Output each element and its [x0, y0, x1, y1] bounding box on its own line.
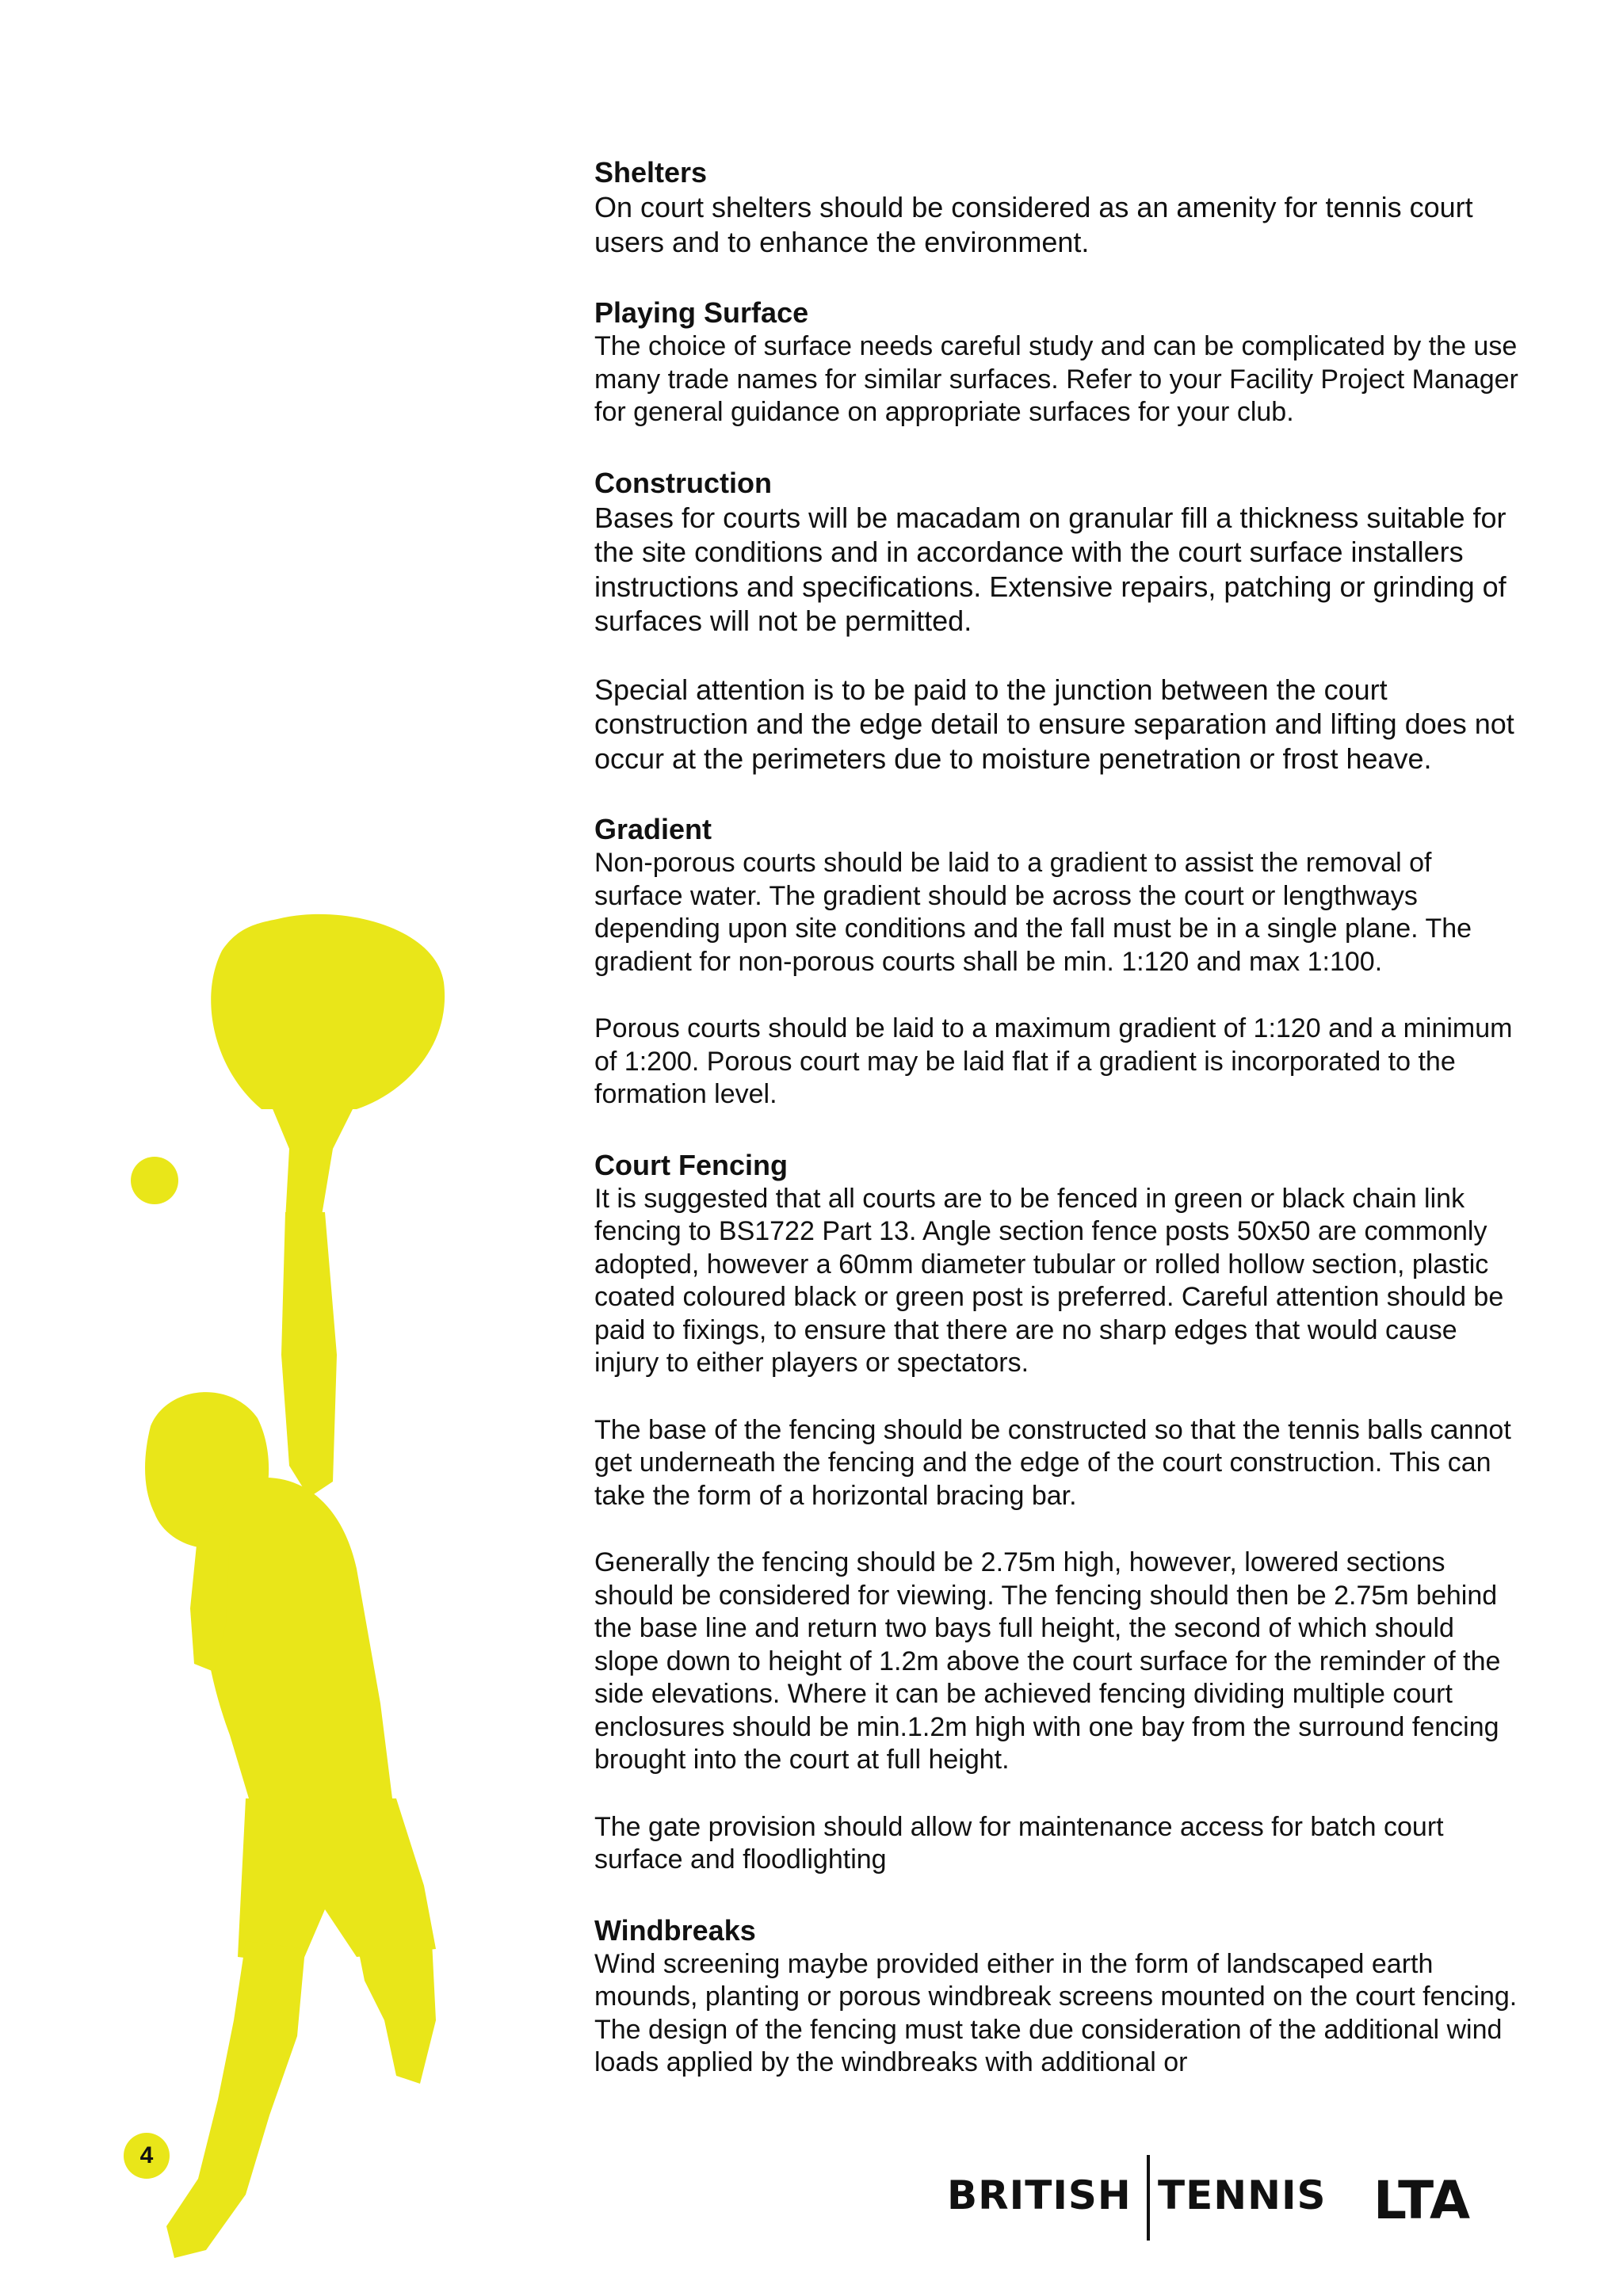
section-paragraph: It is suggested that all courts are to be fenced in green or black chain link fencing to BS1722 Part 13. Angle section fence posts 50x50 are commonly adopted, however a 60mm diameter tubular or rolled hollow section, plastic coated coloured black or green post is preferred. Careful attention should be paid to fixings, to ensure that there are no sharp edges that would cause injury to either players or spectators. [594, 1183, 1504, 1378]
section-paragraph: The choice of surface needs careful study and can be complicated by the use many trade names for similar surfaces. Refer to your Facility Project Manager for general guidance on appropriate surfaces for your club. [594, 331, 1518, 427]
section-gradient [594, 812, 1522, 1112]
section-heading: Construction [594, 466, 772, 499]
footer-logos [947, 2155, 1518, 2242]
british-tennis-logo-left: BRITISH [947, 2172, 1132, 2218]
section-paragraph: Porous courts should be laid to a maximum gradient of 1:120 and a minimum of 1:200. Porous court may be laid flat if a gradient is incorporated to the formation level. [594, 1013, 1513, 1109]
section-paragraph: Generally the fencing should be 2.75m high, however, lowered sections should be considered for viewing. The fencing should then be 2.75m behind the base line and return two bays full height, the second of which should slope down to height of 1.2m above the court surface for the reminder of the side elevations. Where it can be achieved fencing dividing multiple court enclosures should be min.1.2m high with one bay from the surround fencing brought into the court at full height. [594, 1547, 1501, 1775]
section-construction [594, 466, 1522, 776]
section-paragraph: Wind screening maybe provided either in the form of landscaped earth mounds, planting or porous windbreak screens mounted on the court fencing. The design of the fencing must take due consideration of the additional wind loads applied by the windbreaks with additional or [594, 1948, 1518, 2077]
lta-logo [1373, 2169, 1516, 2226]
section-heading: Shelters [594, 156, 708, 189]
section-heading: Gradient [594, 813, 712, 845]
tennis-player-silhouette-illustration [119, 911, 563, 2274]
british-tennis-logo-right: TENNIS [1158, 2172, 1327, 2218]
section-paragraph: The base of the fencing should be constructed so that the tennis balls cannot get underneath the fencing and the edge of the court construction. This can take the form of a horizontal bracing bar. [594, 1414, 1511, 1511]
section-court-fencing [594, 1148, 1522, 1877]
page-number: 4 [139, 2142, 154, 2168]
main-content [594, 155, 1522, 2116]
section-heading: Windbreaks [594, 1913, 756, 1947]
section-playing-surface [594, 296, 1522, 429]
section-heading: Playing Surface [594, 296, 809, 329]
logo-divider [1147, 2155, 1150, 2241]
section-paragraph: The gate provision should allow for maintenance access for batch court surface and floodlighting [594, 1811, 1444, 1875]
section-paragraph: On court shelters should be considered as an amenity for tennis court users and to enhance the environment. [594, 191, 1473, 258]
lta-logo-text: LTA [1373, 2170, 1471, 2226]
section-windbreaks [594, 1913, 1522, 2080]
section-paragraph: Special attention is to be paid to the junction between the court construction and the edge detail to ensure separation and lifting does not occur at the perimeters due to moisture penetration or frost heave. [594, 673, 1514, 775]
section-heading: Court Fencing [594, 1148, 788, 1181]
section-paragraph: Bases for courts will be macadam on granular fill a thickness suitable for the site conditions and in accordance with the court surface installers instructions and specifications. Extensive repairs, patching or grinding of surfaces will not be permitted. [594, 501, 1507, 637]
section-paragraph: Non-porous courts should be laid to a gradient to assist the removal of surface water. The gradient should be across the court or lengthways depending upon site conditions and the fall must be in a single plane. The gradient for non-porous courts shall be min. 1:120 and max 1:100. [594, 848, 1472, 977]
section-shelters [594, 155, 1522, 259]
page-number-badge [124, 2133, 170, 2179]
